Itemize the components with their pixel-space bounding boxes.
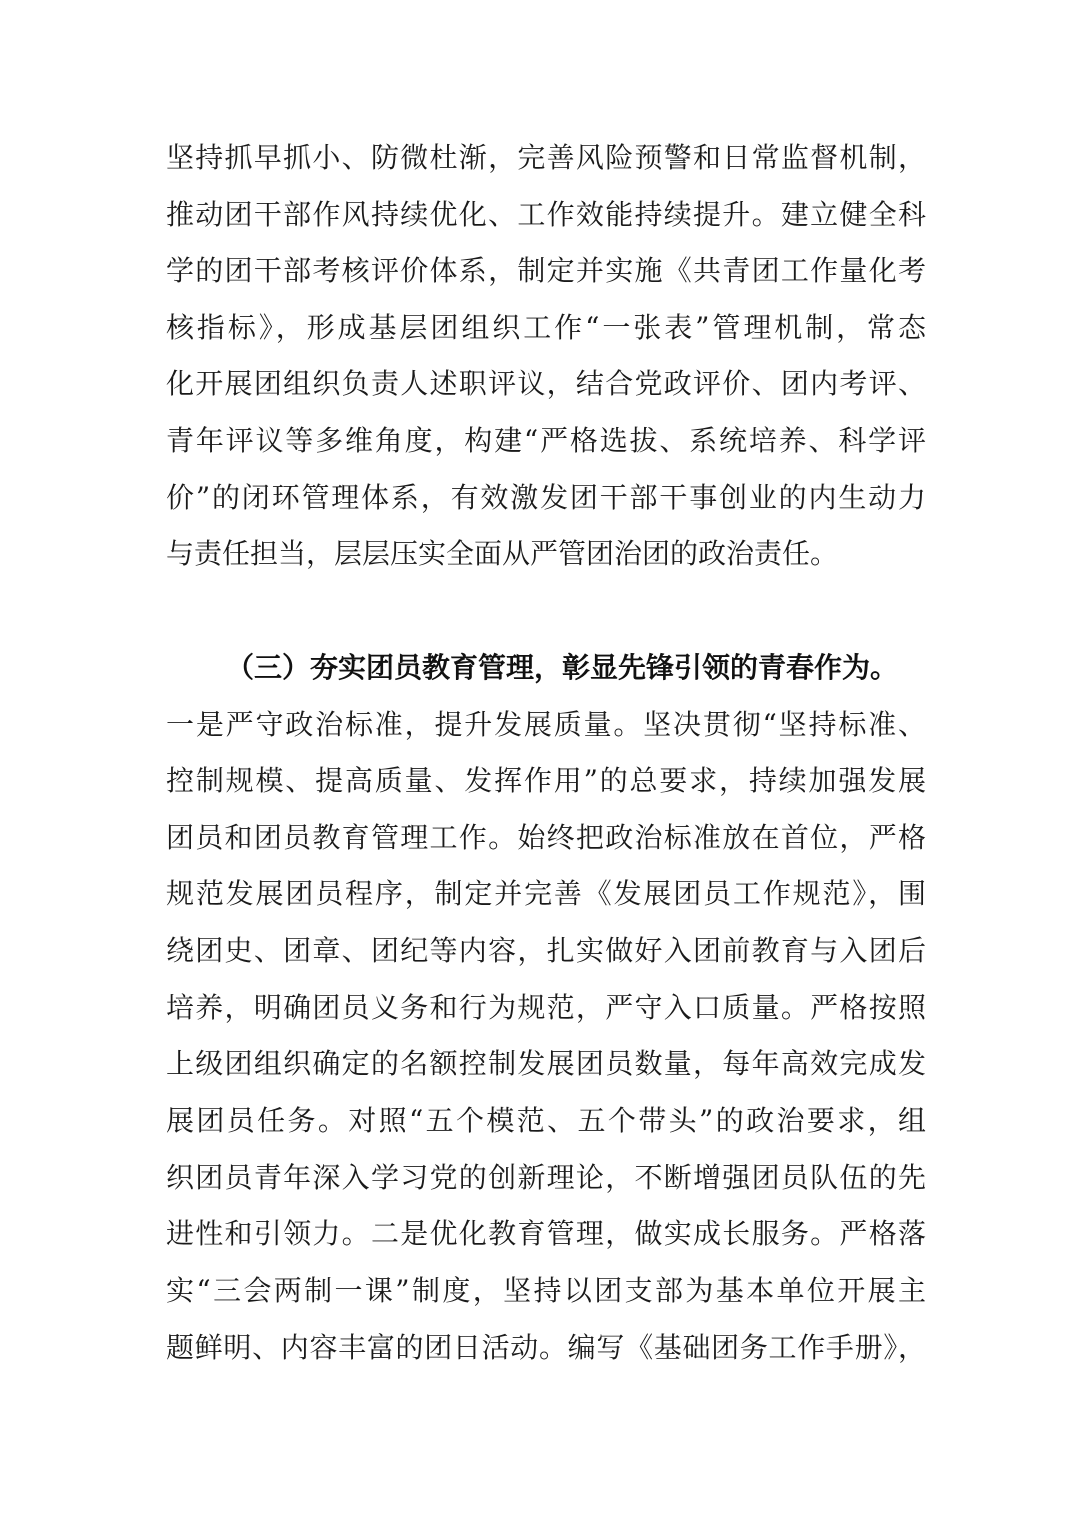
body-text-line: 织团员青年深入学习党的创新理论，不断增强团员队伍的先 (166, 1161, 926, 1194)
body-text-line: 实“三会两制一课”制度，坚持以团支部为基本单位开展主 (166, 1274, 926, 1307)
body-text-line: 绕团史、团章、团纪等内容，扎实做好入团前教育与入团后 (166, 934, 926, 967)
body-text-line: 规范发展团员程序，制定并完善《发展团员工作规范》，围 (166, 877, 926, 910)
body-text-line: 进性和引领力。二是优化教育管理，做实成长服务。严格落 (166, 1217, 926, 1250)
body-text-line: 控制规模、提高质量、发挥作用”的总要求，持续加强发展 (166, 764, 926, 797)
body-text-line: 培养，明确团员义务和行为规范，严守入口质量。严格按照 (166, 991, 926, 1024)
body-text-line: 与责任担当，层层压实全面从严管团治团的政治责任。 (166, 537, 839, 570)
body-text-line: 学的团干部考核评价体系，制定并实施《共青团工作量化考 (166, 254, 926, 287)
body-text-line: 一是严守政治标准，提升发展质量。坚决贯彻“坚持标准、 (166, 708, 926, 741)
body-text-line: 团员和团员教育管理工作。始终把政治标准放在首位，严格 (166, 821, 926, 854)
body-text-line: 化开展团组织负责人述职评议，结合党政评价、团内考评、 (166, 367, 926, 400)
section-heading: （三）夯实团员教育管理，彰显先锋引领的青春作为。 (226, 651, 899, 684)
body-text-line: 上级团组织确定的名额控制发展团员数量，每年高效完成发 (166, 1047, 926, 1080)
body-text-line: 青年评议等多维角度，构建“严格选拔、系统培养、科学评 (166, 424, 926, 457)
body-text-line: 坚持抓早抓小、防微杜渐，完善风险预警和日常监督机制， (166, 141, 926, 174)
body-text-line: 题鲜明、内容丰富的团日活动。编写《基础团务工作手册》， (166, 1331, 926, 1364)
body-text-line: 价”的闭环管理体系，有效激发团干部干事创业的内生动力 (166, 481, 926, 514)
body-text-line: 推动团干部作风持续优化、工作效能持续提升。建立健全科 (166, 198, 926, 231)
body-text-line: 核指标》，形成基层团组织工作“一张表”管理机制，常态 (166, 311, 926, 344)
body-text-line: 展团员任务。对照“五个模范、五个带头”的政治要求，组 (166, 1104, 926, 1137)
